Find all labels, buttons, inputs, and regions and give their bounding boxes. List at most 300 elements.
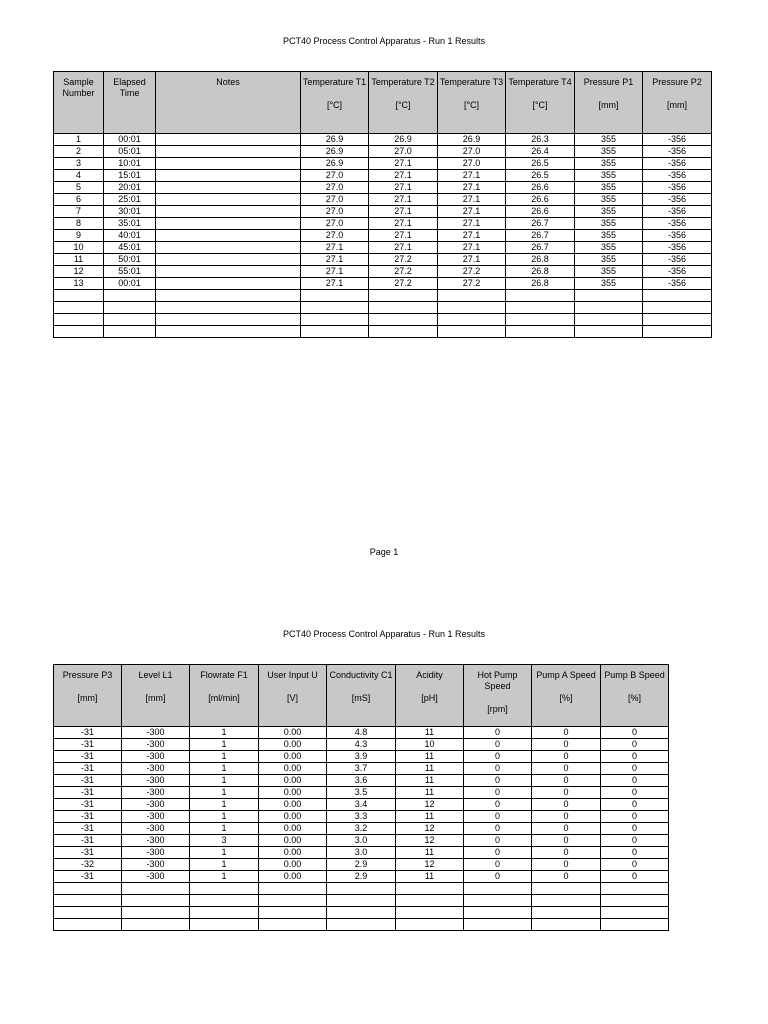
table-cell	[156, 218, 301, 230]
table-cell: 11	[396, 727, 464, 739]
table-row	[54, 919, 669, 931]
table-cell: 1	[190, 799, 259, 811]
table-cell: 35:01	[104, 218, 156, 230]
column-header-unit: [mm]	[667, 100, 687, 110]
column-header-label: User Input U	[267, 670, 318, 680]
table-cell: 355	[575, 278, 643, 290]
table-cell: -32	[54, 859, 122, 871]
table-cell: -300	[122, 835, 190, 847]
table-cell: 0	[464, 859, 532, 871]
table-cell	[156, 134, 301, 146]
table-cell: 27.0	[301, 206, 369, 218]
table-cell: 12	[396, 859, 464, 871]
column-header-unit: [mm]	[145, 693, 166, 703]
table-cell: 3.3	[327, 811, 396, 823]
table-cell: -31	[54, 727, 122, 739]
table-cell: -300	[122, 823, 190, 835]
table-row	[54, 823, 669, 835]
table-cell	[575, 326, 643, 338]
table-cell	[506, 326, 575, 338]
table-cell: 50:01	[104, 254, 156, 266]
table-cell: 26.5	[506, 170, 575, 182]
table-cell: 0	[464, 871, 532, 883]
table-cell: 355	[575, 218, 643, 230]
table-cell	[532, 919, 601, 931]
table-cell: -356	[643, 170, 712, 182]
page1-title: PCT40 Process Control Apparatus - Run 1 Results	[282, 36, 486, 46]
table-cell: 26.9	[301, 134, 369, 146]
table-cell: -356	[643, 230, 712, 242]
table-cell	[301, 326, 369, 338]
table-cell: 1	[190, 859, 259, 871]
table-cell: 11	[396, 871, 464, 883]
table-cell: 0.00	[259, 823, 327, 835]
table-cell	[122, 919, 190, 931]
table-row	[54, 206, 712, 218]
table-cell	[54, 919, 122, 931]
table-cell: 26.5	[506, 158, 575, 170]
column-header	[532, 665, 601, 727]
column-header-label: Pressure P2	[652, 77, 702, 87]
table-cell: 10	[396, 739, 464, 751]
table-cell: 355	[575, 134, 643, 146]
column-header-label: Pump B Speed	[604, 670, 665, 680]
table-cell: 27.2	[369, 278, 438, 290]
table-cell	[156, 146, 301, 158]
table-cell: -31	[54, 763, 122, 775]
table-cell: -31	[54, 739, 122, 751]
table-cell: 8	[54, 218, 104, 230]
table-cell: 1	[54, 134, 104, 146]
column-header-label: Pressure P1	[583, 77, 634, 87]
column-header	[54, 72, 104, 134]
table-cell	[54, 302, 104, 314]
column-header-unit: [°C]	[326, 100, 343, 110]
column-header-label: Pump A Speed	[536, 670, 596, 680]
table-cell: 0	[532, 787, 601, 799]
table-cell: -300	[122, 811, 190, 823]
table-cell: 0	[532, 763, 601, 775]
column-header	[122, 665, 190, 727]
table-cell: 1	[190, 775, 259, 787]
table-cell: 1	[190, 739, 259, 751]
table-cell	[156, 194, 301, 206]
table-cell: -31	[54, 775, 122, 787]
table-cell	[396, 895, 464, 907]
table-cell: 0	[601, 775, 669, 787]
table-cell	[156, 242, 301, 254]
table-cell	[601, 919, 669, 931]
table-cell	[54, 883, 122, 895]
table-cell: 05:01	[104, 146, 156, 158]
results-table-page1	[53, 71, 712, 338]
table-cell: -300	[122, 847, 190, 859]
table-cell: 27.1	[369, 170, 438, 182]
table-cell: 20:01	[104, 182, 156, 194]
table-row	[54, 170, 712, 182]
table-cell: 40:01	[104, 230, 156, 242]
table-cell: -356	[643, 278, 712, 290]
table-cell: 27.0	[438, 146, 506, 158]
column-header-label: Flowrate F1	[200, 670, 248, 680]
table-cell: 0	[532, 835, 601, 847]
table-cell: 26.6	[506, 182, 575, 194]
table-cell: 0	[464, 823, 532, 835]
column-header	[506, 72, 575, 134]
table-cell: 3.7	[327, 763, 396, 775]
table-cell	[438, 290, 506, 302]
table-cell: 12	[396, 823, 464, 835]
column-header-label: Temperature T1	[302, 77, 367, 87]
table-cell: 10	[54, 242, 104, 254]
table-cell	[122, 907, 190, 919]
table-cell	[104, 302, 156, 314]
table-cell: 27.1	[301, 266, 369, 278]
table-cell: 26.7	[506, 218, 575, 230]
page-number: Page 1	[369, 547, 399, 557]
table-cell: 27.1	[369, 218, 438, 230]
table-cell	[601, 907, 669, 919]
table-cell: 4	[54, 170, 104, 182]
table-cell: 00:01	[104, 278, 156, 290]
table-cell	[532, 907, 601, 919]
column-header-unit: [mm]	[77, 693, 98, 703]
table-cell: 27.1	[438, 242, 506, 254]
table-cell: 1	[190, 787, 259, 799]
table-cell: 26.4	[506, 146, 575, 158]
column-header	[301, 72, 369, 134]
table-cell: 27.1	[438, 218, 506, 230]
table-cell: 12	[396, 835, 464, 847]
table-cell	[156, 290, 301, 302]
table-cell: -31	[54, 799, 122, 811]
table-cell	[643, 302, 712, 314]
table-cell	[369, 314, 438, 326]
table-cell: 5	[54, 182, 104, 194]
table-row	[54, 326, 712, 338]
column-header	[104, 72, 156, 134]
table-row	[54, 158, 712, 170]
column-header	[369, 72, 438, 134]
table-cell: 30:01	[104, 206, 156, 218]
table-row	[54, 811, 669, 823]
table-cell: 0	[532, 775, 601, 787]
table-cell: 27.1	[438, 194, 506, 206]
table-cell: 26.3	[506, 134, 575, 146]
table-cell: 2.9	[327, 859, 396, 871]
table-cell: -300	[122, 859, 190, 871]
table-cell: -300	[122, 751, 190, 763]
table-cell: 27.1	[301, 278, 369, 290]
table-cell: 0	[601, 739, 669, 751]
table-cell: 355	[575, 242, 643, 254]
header-row	[54, 665, 669, 727]
table-cell	[396, 919, 464, 931]
table-row	[54, 302, 712, 314]
table-cell: 26.8	[506, 266, 575, 278]
table-cell	[532, 895, 601, 907]
table-cell	[104, 314, 156, 326]
table-cell: 0.00	[259, 775, 327, 787]
column-header-unit: [rpm]	[487, 704, 508, 714]
table-cell: 0.00	[259, 727, 327, 739]
table-cell: 11	[396, 775, 464, 787]
table-cell: -31	[54, 835, 122, 847]
table-cell: 0	[532, 727, 601, 739]
table-cell: 26.9	[301, 146, 369, 158]
column-header	[54, 665, 122, 727]
table-cell: 27.0	[301, 194, 369, 206]
column-header-label: Hot Pump Speed	[477, 670, 518, 691]
table-cell: 25:01	[104, 194, 156, 206]
table-cell: 0	[601, 847, 669, 859]
table-cell	[396, 907, 464, 919]
table-row	[54, 775, 669, 787]
table-cell	[601, 883, 669, 895]
column-header	[396, 665, 464, 727]
table-cell	[190, 919, 259, 931]
table-row	[54, 218, 712, 230]
table-cell: 3.6	[327, 775, 396, 787]
table-cell: 27.0	[369, 146, 438, 158]
table-cell: 0.00	[259, 811, 327, 823]
table-cell	[54, 907, 122, 919]
table-cell: 0.00	[259, 763, 327, 775]
table-cell: 0	[464, 799, 532, 811]
table-cell: 0	[464, 847, 532, 859]
table-cell: 3.4	[327, 799, 396, 811]
table-cell	[464, 919, 532, 931]
table-row	[54, 230, 712, 242]
table-cell	[104, 326, 156, 338]
table-cell	[369, 302, 438, 314]
table-cell: 3.5	[327, 787, 396, 799]
table-cell: -356	[643, 134, 712, 146]
table-cell: -356	[643, 206, 712, 218]
table-row	[54, 278, 712, 290]
table-cell: -300	[122, 727, 190, 739]
table-cell: -31	[54, 871, 122, 883]
column-header	[259, 665, 327, 727]
table-cell: -300	[122, 871, 190, 883]
table-cell	[369, 290, 438, 302]
table-cell: 11	[54, 254, 104, 266]
table-cell: 27.1	[369, 206, 438, 218]
table-cell: -300	[122, 763, 190, 775]
table-cell: 2.9	[327, 871, 396, 883]
table-cell: -31	[54, 811, 122, 823]
table-cell: 0	[601, 859, 669, 871]
table-row	[54, 314, 712, 326]
table-cell	[327, 907, 396, 919]
table-cell: 0	[464, 751, 532, 763]
table-cell: 0	[532, 859, 601, 871]
table-cell: 26.9	[301, 158, 369, 170]
column-header	[575, 72, 643, 134]
table-cell: 0	[601, 871, 669, 883]
table-cell: -300	[122, 799, 190, 811]
table-cell: -31	[54, 787, 122, 799]
column-header-label: Pressure P3	[62, 670, 113, 680]
table-cell: 27.1	[438, 230, 506, 242]
table-cell: 27.2	[438, 278, 506, 290]
table-cell: 1	[190, 823, 259, 835]
table-cell	[190, 883, 259, 895]
table-row	[54, 182, 712, 194]
table-cell	[54, 326, 104, 338]
table-cell: 11	[396, 787, 464, 799]
table-cell: 26.7	[506, 230, 575, 242]
table-cell	[464, 883, 532, 895]
table-cell: 55:01	[104, 266, 156, 278]
table-cell: 0	[532, 847, 601, 859]
table-cell	[301, 290, 369, 302]
table-cell: -31	[54, 823, 122, 835]
header-row	[54, 72, 712, 134]
table-cell	[156, 230, 301, 242]
table-cell	[122, 883, 190, 895]
table-cell: 27.2	[369, 266, 438, 278]
table-row	[54, 266, 712, 278]
table-cell: 26.6	[506, 206, 575, 218]
column-header-unit: [°C]	[395, 100, 411, 110]
table-cell: 0	[464, 787, 532, 799]
table-cell: 12	[54, 266, 104, 278]
table-cell	[259, 883, 327, 895]
table-row	[54, 290, 712, 302]
table-cell	[464, 895, 532, 907]
table-cell: -356	[643, 266, 712, 278]
table-cell: 355	[575, 230, 643, 242]
table-cell: 0	[464, 811, 532, 823]
table-cell	[156, 254, 301, 266]
table-cell: 0	[464, 763, 532, 775]
table-cell: 2	[54, 146, 104, 158]
column-header-unit: [%]	[559, 693, 573, 703]
results-table-page2	[53, 664, 669, 931]
table-cell: 3.2	[327, 823, 396, 835]
table-cell: 0.00	[259, 751, 327, 763]
table-cell: 0	[464, 727, 532, 739]
table-cell: -300	[122, 739, 190, 751]
table-cell: -356	[643, 242, 712, 254]
table-cell: 27.0	[301, 182, 369, 194]
column-header	[156, 72, 301, 134]
table-cell: 1	[190, 847, 259, 859]
table-cell	[327, 883, 396, 895]
table-cell: 27.2	[438, 266, 506, 278]
table-cell	[532, 883, 601, 895]
column-header	[190, 665, 259, 727]
table-cell: 355	[575, 194, 643, 206]
table-cell: 0	[464, 739, 532, 751]
table-cell: 4.8	[327, 727, 396, 739]
table-cell: 0	[601, 823, 669, 835]
table-cell	[438, 326, 506, 338]
column-header	[438, 72, 506, 134]
table-cell: 26.9	[369, 134, 438, 146]
table-cell: 0	[601, 799, 669, 811]
table-cell: 0	[532, 823, 601, 835]
column-header-unit: [ml/min]	[208, 693, 240, 703]
table-cell	[259, 919, 327, 931]
table-cell: 11	[396, 751, 464, 763]
table-cell	[259, 895, 327, 907]
table-cell: 13	[54, 278, 104, 290]
table-cell: 0.00	[259, 847, 327, 859]
table-cell: 0	[601, 751, 669, 763]
table-cell: -31	[54, 847, 122, 859]
table-cell	[506, 314, 575, 326]
table-cell	[156, 326, 301, 338]
table-cell: 9	[54, 230, 104, 242]
table-cell	[104, 290, 156, 302]
table-cell	[438, 302, 506, 314]
table-cell	[643, 326, 712, 338]
table-cell: -356	[643, 158, 712, 170]
table-cell: 27.0	[438, 158, 506, 170]
column-header-label: Notes	[216, 77, 240, 87]
table-cell: 27.1	[369, 182, 438, 194]
column-header-label: Temperature T4	[508, 77, 572, 87]
column-header	[327, 665, 396, 727]
column-header	[464, 665, 532, 727]
table-cell: 27.1	[438, 182, 506, 194]
table-cell: -356	[643, 182, 712, 194]
table-cell	[643, 290, 712, 302]
table-cell	[156, 170, 301, 182]
table-cell	[369, 326, 438, 338]
table-cell: 3.0	[327, 847, 396, 859]
table-cell: 355	[575, 170, 643, 182]
column-header-label: Sample Number	[62, 77, 95, 98]
table-cell	[156, 302, 301, 314]
table-cell: 355	[575, 158, 643, 170]
table-cell: 26.6	[506, 194, 575, 206]
table-cell: 1	[190, 763, 259, 775]
table-cell: 0	[601, 787, 669, 799]
table-row	[54, 751, 669, 763]
table-row	[54, 799, 669, 811]
table-cell: -31	[54, 751, 122, 763]
table-cell	[575, 302, 643, 314]
column-header-label: Acidity	[416, 670, 443, 680]
table-cell: 11	[396, 811, 464, 823]
table-cell	[464, 907, 532, 919]
table-cell: -300	[122, 775, 190, 787]
table-cell: 0.00	[259, 799, 327, 811]
table-row	[54, 883, 669, 895]
table-row	[54, 727, 669, 739]
table-cell: -356	[643, 194, 712, 206]
table-cell: 11	[396, 847, 464, 859]
table-row	[54, 194, 712, 206]
column-header-label: Level L1	[138, 670, 173, 680]
table-cell	[301, 302, 369, 314]
table-cell	[506, 302, 575, 314]
column-header-label: Temperature T3	[439, 77, 504, 87]
table-cell: 10:01	[104, 158, 156, 170]
table-cell: -300	[122, 787, 190, 799]
table-cell: 27.1	[301, 254, 369, 266]
table-row	[54, 146, 712, 158]
table-cell: 12	[396, 799, 464, 811]
table-cell	[259, 907, 327, 919]
table-cell	[601, 895, 669, 907]
table-cell: 27.1	[438, 206, 506, 218]
table-cell: 3	[54, 158, 104, 170]
table-cell	[438, 314, 506, 326]
